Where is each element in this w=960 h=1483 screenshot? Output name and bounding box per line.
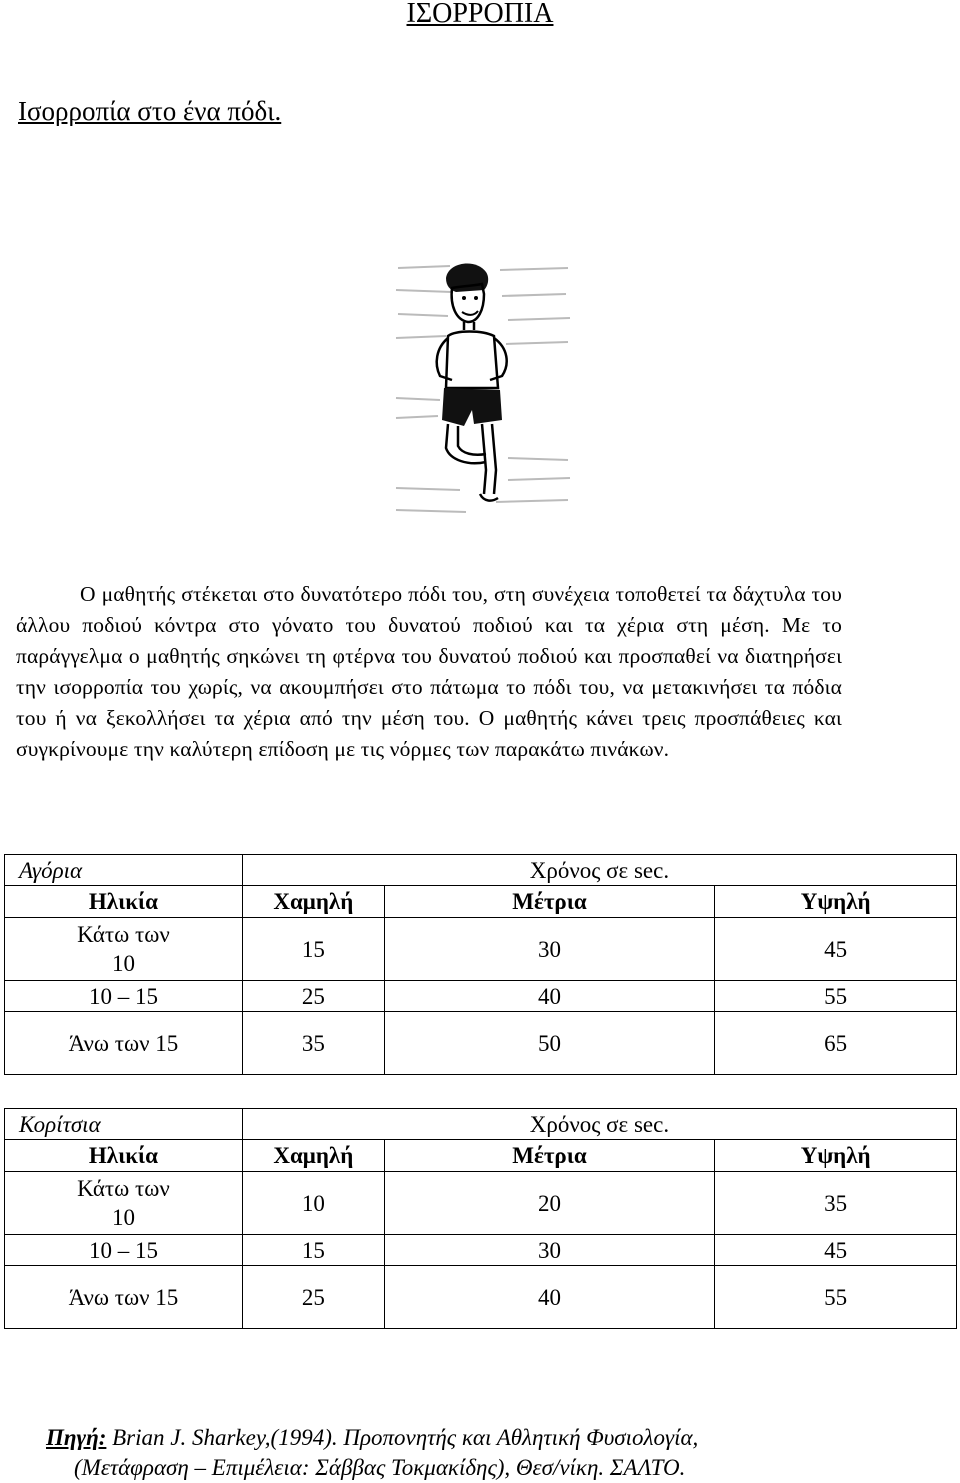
column-header-mid: Μέτρια bbox=[384, 886, 715, 918]
mid-cell: 20 bbox=[384, 1172, 715, 1235]
table-row bbox=[5, 1012, 957, 1075]
age-cell: 10 – 15 bbox=[5, 981, 243, 1012]
page-title: ΙΣΟΡΡΟΠΙΑ bbox=[406, 0, 554, 29]
instructions-text: Ο μαθητής στέκεται στο δυνατότερο πόδι του, στη συνέχεια τοποθετεί τα δάχτυλα του άλλου ποδιού κόντρα στο γόνατο του δυνατού ποδιού και τα χέρια στη μέση. Με το παράγγελμα ο μαθητής σηκώνει τη φτέρνα του δυνατού ποδιού και προσπαθεί να διατηρήσει την ισορροπία του χωρίς, να ακουμπήσει στο πάτωμα το πόδι του, να μετακινήσει τα πόδια του ή να ξεκολλήσει τα χέρια από την μέση του. Ο μαθητής κάνει τρεις προσπάθειες και συγκρίνουμε την καλύτερη επίδοση με τις νόρμες των παρακάτω πινάκων. bbox=[16, 582, 842, 761]
column-header-age: Ηλικία bbox=[5, 1140, 243, 1172]
high-cell: 35 bbox=[715, 1172, 957, 1235]
table-row bbox=[5, 1266, 957, 1329]
high-cell: 55 bbox=[715, 981, 957, 1012]
mid-cell: 50 bbox=[384, 1012, 715, 1075]
high-cell: 55 bbox=[715, 1266, 957, 1329]
age-cell: 10 – 15 bbox=[5, 1235, 243, 1266]
column-header-low: Χαμηλή bbox=[242, 1140, 384, 1172]
table-unit: Χρόνος σε sec. bbox=[242, 855, 956, 886]
age-cell: Κάτω των 10 bbox=[5, 1172, 243, 1235]
column-header-high: Υψηλή bbox=[715, 886, 957, 918]
boys-norms-table bbox=[4, 854, 957, 1075]
table-unit: Χρόνος σε sec. bbox=[242, 1109, 956, 1140]
high-cell: 45 bbox=[715, 1235, 957, 1266]
source-line-2: (Μετάφραση – Επιμέλεια: Σάββας Τοκμακίδης), Θεσ/νίκη. ΣΑΛΤΟ. bbox=[74, 1455, 686, 1480]
low-cell: 15 bbox=[242, 1235, 384, 1266]
source-label: Πηγή: bbox=[46, 1425, 107, 1450]
table-group-label: Κορίτσια bbox=[5, 1109, 243, 1140]
age-cell: Κάτω των 10 bbox=[5, 918, 243, 981]
column-header-high: Υψηλή bbox=[715, 1140, 957, 1172]
high-cell: 45 bbox=[715, 918, 957, 981]
mid-cell: 30 bbox=[384, 1235, 715, 1266]
mid-cell: 40 bbox=[384, 1266, 715, 1329]
column-header-low: Χαμηλή bbox=[242, 886, 384, 918]
high-cell: 65 bbox=[715, 1012, 957, 1075]
low-cell: 25 bbox=[242, 1266, 384, 1329]
low-cell: 15 bbox=[242, 918, 384, 981]
source-line-1: Brian J. Sharkey,(1994). Προπονητής και Αθλητική Φυσιολογία, bbox=[112, 1425, 699, 1450]
source-citation bbox=[46, 1423, 698, 1483]
age-cell: Άνω των 15 bbox=[5, 1266, 243, 1329]
column-header-age: Ηλικία bbox=[5, 886, 243, 918]
mid-cell: 30 bbox=[384, 918, 715, 981]
table-group-label: Αγόρια bbox=[5, 855, 243, 886]
instructions-paragraph bbox=[16, 579, 842, 765]
low-cell: 35 bbox=[242, 1012, 384, 1075]
table-row bbox=[5, 981, 957, 1012]
column-header-mid: Μέτρια bbox=[384, 1140, 715, 1172]
mid-cell: 40 bbox=[384, 981, 715, 1012]
low-cell: 25 bbox=[242, 981, 384, 1012]
girls-norms-table bbox=[4, 1108, 957, 1329]
boy-balancing-icon bbox=[390, 248, 575, 523]
age-cell: Άνω των 15 bbox=[5, 1012, 243, 1075]
low-cell: 10 bbox=[242, 1172, 384, 1235]
table-row bbox=[5, 1172, 957, 1235]
table-row bbox=[5, 1235, 957, 1266]
table-row bbox=[5, 918, 957, 981]
section-heading: Ισορροπία στο ένα πόδι. bbox=[18, 96, 282, 126]
